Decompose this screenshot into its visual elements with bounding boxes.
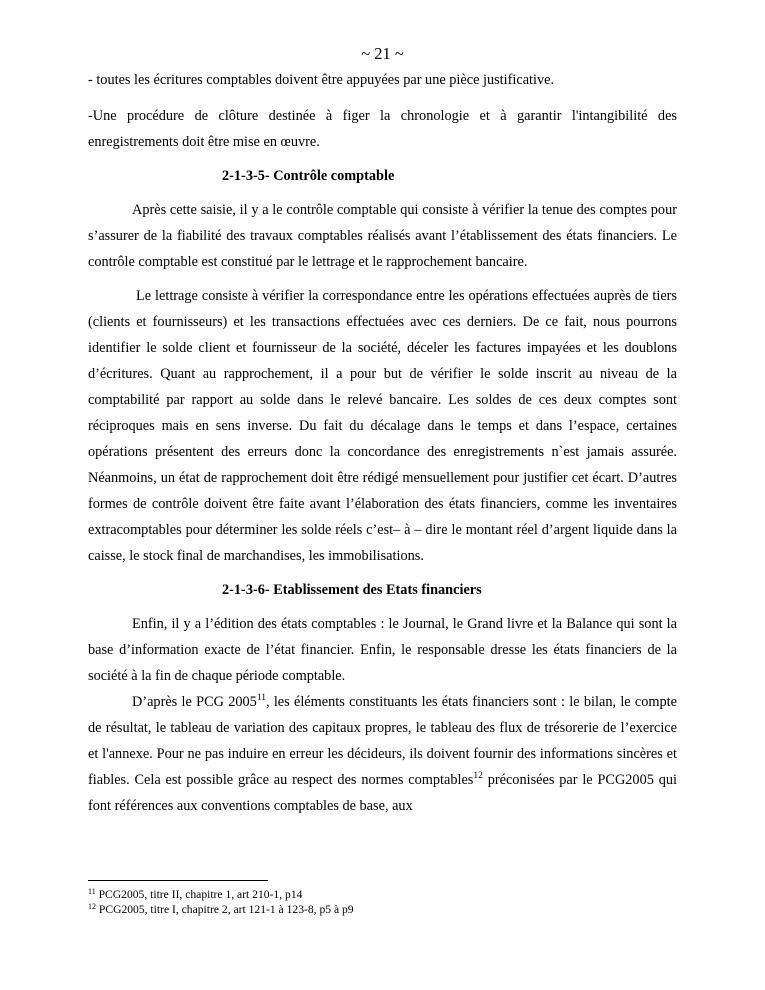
pcg-text-start: D’après le PCG 2005 (132, 694, 257, 710)
paragraph-procedure-cloture: -Une procédure de clôture destinée à figer la chronologie et à garantir l'intangibilité des enregistrements doit être mise en œuvre. (88, 108, 677, 150)
pcg-text-middle: , les éléments constituants les états financiers sont : le bilan, le compte de résultat, le tableau de variation des capitaux propres, le tableau des flux de trésorerie de l’exercice et l'annexe. Pour ne pas induire en erreur les décideurs, ils doivent fournir des informations sincères et fiables. Cela est possible grâce au respect des normes comptables (88, 694, 677, 788)
paragraph-lettrage: Le lettrage consiste à vérifier la correspondance entre les opérations effectuées auprès de tiers (clients et fournisseurs) et les transactions effectuées avec ces derniers. De ce fait, nous pourrons identifier le solde client et fournisseur de la société, déceler les factures impayées et les doublons d’écritures. Quant au rapprochement, il a pour but de vérifier le solde inscrit au niveau de la comptabilité par rapport au solde dans le relevé bancaire. Les soldes de ces deux comptes sont réciproques mais en sens inverse. Du fait du décalage dans le temps et dans l’espace, certaines opérations présentent des erreurs donc la concordance des enregistrements n`est jamais assurée. Néanmoins, un état de rapprochement doit être rédigé mensuellement pour justifier cet écart. D’autres formes de contrôle doivent être faite avant l’élaboration des états financiers, comme les inventaires extracomptables pour déterminer les solde réels c’est– à – dire le montant réel d’argent liquide dans la caisse, le stock final de marchandises, les immobilisations. (88, 288, 677, 564)
footnote-number: 11 (88, 887, 96, 896)
footnote-ref-12: 12 (473, 771, 483, 781)
footnote-11 (88, 887, 677, 902)
paragraph-pieces-justificatives: - toutes les écritures comptables doivent être appuyées par une pièce justificative. (88, 72, 555, 88)
body-text (88, 67, 677, 819)
footnotes (88, 887, 677, 917)
footnote-12 (88, 902, 677, 917)
paragraph-edition-etats: Enfin, il y a l’édition des états comptables : le Journal, le Grand livre et la Balance qui sont la base d’information exacte de l’état financier. Enfin, le responsable dresse les états financiers de la société à la fin de chaque période comptable. (88, 616, 677, 684)
paragraph-pcg-2005 (88, 689, 677, 819)
section-heading-controle-comptable: 2-1-3-5- Contrôle comptable (222, 168, 395, 184)
footnote-text: PCG2005, titre II, chapitre 1, art 210-1, p14 (95, 888, 303, 901)
footnote-ref-11: 11 (256, 693, 266, 703)
paragraph-controle-comptable: Après cette saisie, il y a le contrôle comptable qui consiste à vérifier la tenue des comptes pour s’assurer de la fiabilité des travaux comptables réalisés avant l’établissement des états financiers. Le contrôle comptable est constitué par le lettrage et le rapprochement bancaire. (88, 202, 677, 270)
pcg-text-end: préconisées par le PCG2005 qui font références aux conventions comptables de base, aux (88, 772, 677, 814)
footnote-separator (88, 880, 268, 881)
page-number: ~ 21 ~ (361, 44, 404, 63)
footnote-text: PCG2005, titre I, chapitre 2, art 121-1 à 123-8, p5 à p9 (96, 903, 354, 916)
document-page (88, 0, 677, 990)
section-heading-etats-financiers: 2-1-3-6- Etablissement des Etats financiers (222, 582, 482, 598)
footnote-number: 12 (88, 902, 96, 911)
